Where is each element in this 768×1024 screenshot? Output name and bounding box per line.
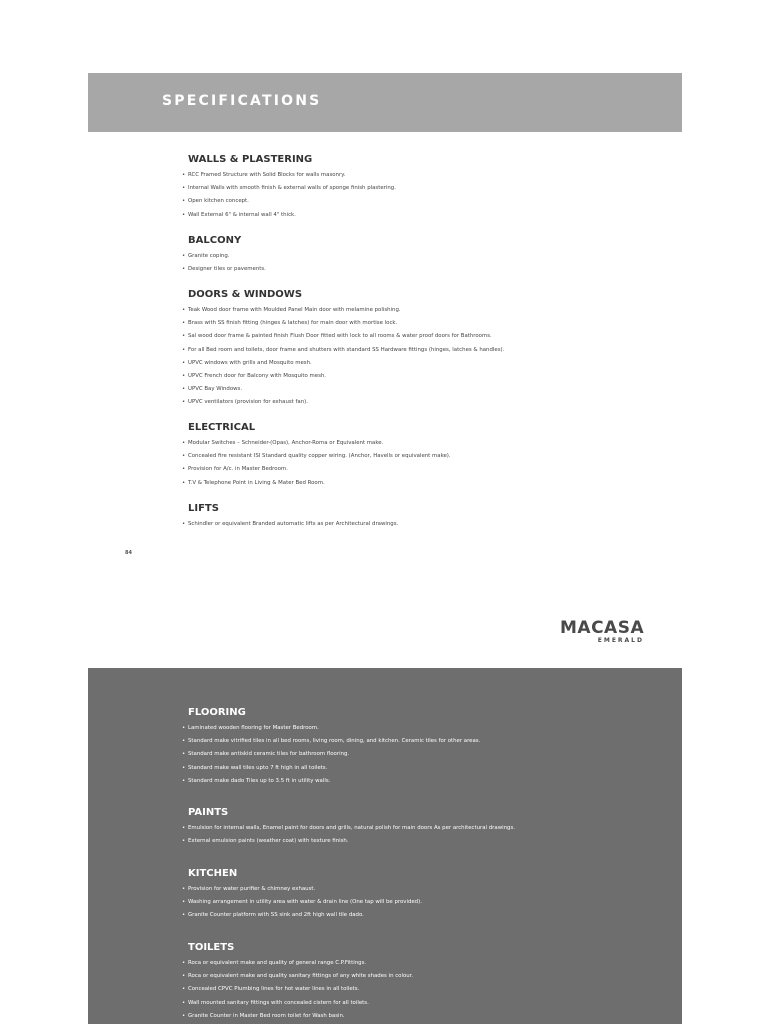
section-title: DOORS & WINDOWS <box>188 289 303 300</box>
logo-wordmark: MACASA <box>560 618 645 638</box>
item-list <box>188 437 668 490</box>
section-balcony <box>188 235 668 276</box>
list-item: • Wall External 6" & internal wall 4" thick. <box>188 209 668 222</box>
list-item: • Concealed CPVC Plumbing lines for hot water lines in all toilets. <box>188 983 668 996</box>
list-item: • Open kitchen concept. <box>188 195 668 208</box>
list-item: • External emulsion paints (weather coat) with texture finish. <box>188 835 668 848</box>
page-title: SPECIFICATIONS <box>162 93 322 109</box>
header-band <box>88 73 682 132</box>
item-list <box>188 822 668 848</box>
list-item: • Roca or equivalent make and quality of general range C.P.Fittings. <box>188 957 668 970</box>
list-item: • Brass with SS finish fitting (hinges & latches) for main door with mortise lock. <box>188 317 668 330</box>
section-lifts <box>188 503 668 531</box>
section-title: KITCHEN <box>188 868 238 879</box>
list-item: • Standard make dado Tiles up to 3.5 ft in utility walls. <box>188 775 668 788</box>
item-list <box>188 518 668 531</box>
list-item: • UPVC ventilators (provision for exhaust fan). <box>188 396 668 409</box>
section-title: LIFTS <box>188 503 219 514</box>
section-flooring <box>188 707 668 788</box>
item-list <box>188 722 668 788</box>
section-title: BALCONY <box>188 235 242 246</box>
list-item: • Granite Counter platform with SS sink and 2ft high wall tile dado. <box>188 909 668 922</box>
item-list <box>188 304 668 410</box>
list-item: • UPVC Bay Windows. <box>188 383 668 396</box>
list-item: • Concealed fire resistant ISI Standard quality copper wiring. (Anchor, Havells or equivalent make). <box>188 450 668 463</box>
section-title: WALLS & PLASTERING <box>188 154 313 165</box>
list-item: • Designer tiles or pavements. <box>188 263 668 276</box>
section-toilets <box>188 942 668 1023</box>
dark-specs-panel <box>88 668 682 1024</box>
section-kitchen <box>188 868 668 923</box>
section-title: PAINTS <box>188 807 229 818</box>
section-electrical <box>188 422 668 490</box>
list-item: • Schindler or equivalent Branded automatic lifts as per Architectural drawings. <box>188 518 668 531</box>
page-number: 84 <box>125 550 132 556</box>
list-item: • UPVC windows with grills and Mosquito mesh. <box>188 357 668 370</box>
logo-subtitle: EMERALD <box>597 637 644 644</box>
list-item: • Standard make wall tiles upto 7 ft high in all toilets. <box>188 762 668 775</box>
list-item: • Wall mounted sanitary fittings with concealed cistern for all toilets. <box>188 997 668 1010</box>
list-item: • Laminated wooden flooring for Master Bedroom. <box>188 722 668 735</box>
list-item: • Internal Walls with smooth finish & external walls of sponge finish plastering. <box>188 182 668 195</box>
list-item: • Standard make vitrified tiles in all bed rooms, living room, dining, and kitchen. Ceramic tiles for other areas. <box>188 735 668 748</box>
list-item: • Roca or equivalent make and quality sanitary fittings of any white shades in colour. <box>188 970 668 983</box>
list-item: • Granite Counter in Master Bed room toilet for Wash basin. <box>188 1010 668 1023</box>
list-item: • Provision for A/c. in Master Bedroom. <box>188 463 668 476</box>
section-title: FLOORING <box>188 707 246 718</box>
list-item: • Modular Switches – Schneider-(Opas), Anchor-Roma or Equivalent make. <box>188 437 668 450</box>
section-walls-plastering <box>188 154 668 222</box>
list-item: • Emulsion for internal walls, Enamel paint for doors and grills, natural polish for main doors As per architectural drawings. <box>188 822 668 835</box>
list-item: • Granite coping. <box>188 250 668 263</box>
list-item: • Teak Wood door frame with Moulded Panel Main door with melamine polishing. <box>188 304 668 317</box>
list-item: • Provision for water purifier & chimney exhaust. <box>188 883 668 896</box>
list-item: • For all Bed room and toilets, door frame and shutters with standard SS Hardware fittings (hinges, latches & handles). <box>188 344 668 357</box>
list-item: • Washing arrangement in utility area with water & drain line (One tap will be provided). <box>188 896 668 909</box>
item-list <box>188 883 668 923</box>
item-list <box>188 169 668 222</box>
section-paints <box>188 807 668 848</box>
brand-logo <box>560 619 646 644</box>
section-title: ELECTRICAL <box>188 422 256 433</box>
list-item: • Sal wood door frame & painted finish Flush Door fitted with lock to all rooms & water proof doors for Bathrooms. <box>188 330 668 343</box>
list-item: • RCC Framed Structure with Solid Blocks for walls masonry. <box>188 169 668 182</box>
list-item: • Standard make antiskid ceramic tiles for bathroom flooring. <box>188 748 668 761</box>
item-list <box>188 250 668 276</box>
section-title: TOILETS <box>188 942 235 953</box>
section-doors-windows <box>188 289 668 410</box>
list-item: • UPVC French door for Balcony with Mosquito mesh. <box>188 370 668 383</box>
item-list <box>188 957 668 1023</box>
list-item: • T.V & Telephone Point in Living & Mater Bed Room. <box>188 477 668 490</box>
